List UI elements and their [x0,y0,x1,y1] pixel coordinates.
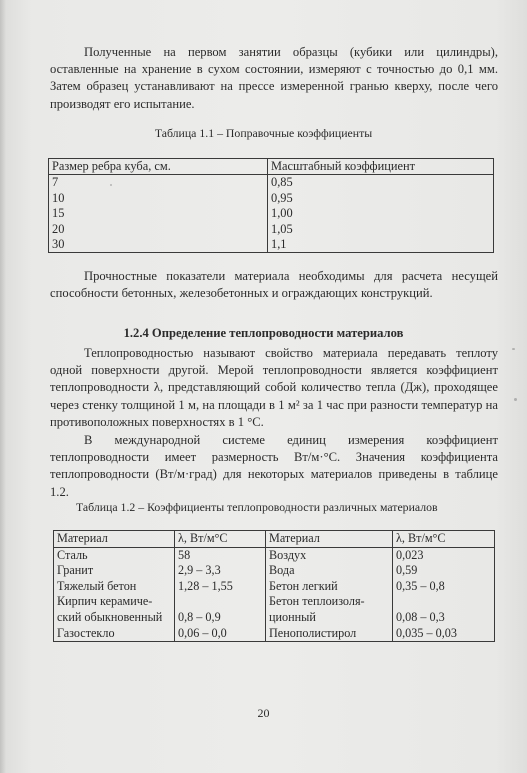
header-cell: λ, Вт/м°С [393,531,495,548]
table-header-row [49,159,494,175]
table-cell: Гранит [54,563,175,579]
scan-speck [110,184,112,186]
table-cell: ский обыкновенный [54,610,175,626]
table-row [49,206,494,221]
table-cell: Сталь [54,547,175,563]
header-cell: Материал [266,531,393,548]
table-cell: 15 [49,206,268,221]
table-row [49,237,494,253]
thermal-conductivity-table [53,530,495,642]
header-cell: Материал [54,531,175,548]
table-cell: 20 [49,222,268,237]
table-cell: Воздух [266,547,393,563]
table-row [49,222,494,237]
table-cell: Тяжелый бетон [54,579,175,595]
table-row [54,563,495,579]
table-cell: Бетон теплоизоля- [266,594,393,610]
table-row [49,175,494,191]
table-row [54,610,495,626]
table-cell: 0,85 [268,175,494,191]
scan-speck [514,398,517,401]
table-cell: 1,28 – 1,55 [175,579,266,595]
table-cell: 0,59 [393,563,495,579]
table-cell: 58 [175,547,266,563]
table-cell: 0,08 – 0,3 [393,610,495,626]
table-cell: 0,035 – 0,03 [393,626,495,642]
header-cell: λ, Вт/м°С [175,531,266,548]
header-cell: Размер ребра куба, см. [49,159,268,175]
table-row [54,547,495,563]
table-cell: ционный [266,610,393,626]
thermal-paragraph-2: В международной системе единиц измерения коэффициент теплопроводности имеет размерность Вт/м·°С. Значения коэффициента теплопроводности (Вт/м·град) для некоторых материалов приведены в таблице 1.2. [50,433,498,499]
table-cell [393,594,495,610]
scan-shadow [0,0,6,773]
table-cell: 0,06 – 0,0 [175,626,266,642]
table-cell [175,594,266,610]
table-cell: Вода [266,563,393,579]
page-number: 20 [257,706,270,720]
table-cell: Газостекло [54,626,175,642]
scan-speck [512,348,515,350]
table-cell: 30 [49,237,268,253]
table-cell: 10 [49,191,268,206]
table-cell: 1,1 [268,237,494,253]
table-row [49,191,494,206]
table2-caption: Таблица 1.2 – Коэффициенты теплопроводности различных материалов [76,500,438,514]
table-row [54,579,495,595]
section-heading: 1.2.4 Определение теплопроводности материалов [123,326,404,340]
table-cell: Кирпич керамиче- [54,594,175,610]
table-cell: 1,05 [268,222,494,237]
table-cell: 7 [49,175,268,191]
table-header-row [54,531,495,548]
strength-paragraph: Прочностные показатели материала необходимы для расчета несущей способности бетонных, железобетонных и ограждающих конструкций. [50,269,498,301]
table-cell: Бетон легкий [266,579,393,595]
table-row [54,626,495,642]
table-cell: Пенополистирол [266,626,393,642]
correction-coefficients-table [48,158,494,253]
table1-caption: Таблица 1.1 – Поправочные коэффициенты [154,126,373,140]
table-cell: 1,00 [268,206,494,221]
intro-paragraph: Полученные на первом занятии образцы (кубики или цилиндры), оставленные на хранение в сухом состоянии, измеряют с точностью до 0,1 мм. Затем образец устанавливают на прессе измеренной гранью кверху, после чего производят его испытание. [50,45,498,111]
table-cell: 0,95 [268,191,494,206]
header-cell: Масштабный коэффициент [268,159,494,175]
thermal-paragraph-1: Теплопроводностью называют свойство материала передавать теплоту одной поверхности другой. Мерой теплопроводности является коэффициент теплопроводности λ, представляющий собой количество тепла (Дж), проходящее через стенку толщиной 1 м, на площади в 1 м² за 1 час при разности температур на противоположных поверхностях в 1 °С. [50,346,498,429]
table-cell: 0,023 [393,547,495,563]
table-cell: 0,35 – 0,8 [393,579,495,595]
table-cell: 2,9 – 3,3 [175,563,266,579]
table-cell: 0,8 – 0,9 [175,610,266,626]
table-row [54,594,495,610]
